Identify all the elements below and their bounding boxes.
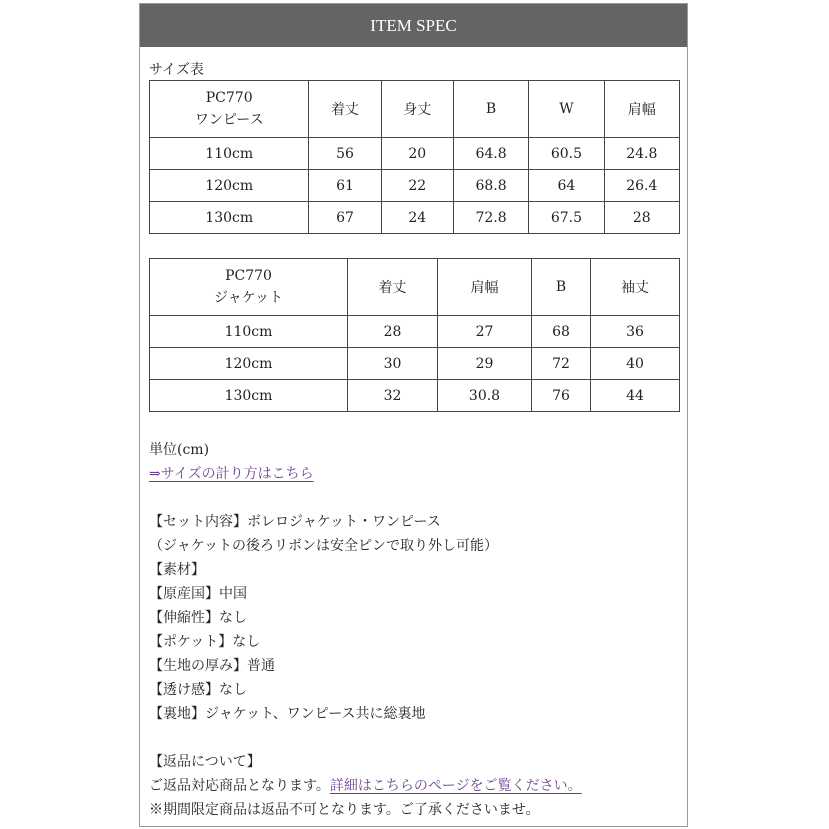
value-cell: 76 [532, 380, 591, 412]
value-cell: 44 [591, 380, 680, 412]
size-cell: 120cm [150, 348, 348, 380]
spec-line: 【セット内容】ボレロジャケット・ワンピース [149, 514, 441, 530]
column-header: B [453, 81, 528, 138]
returns-text: ご返品対応商品となります。 [149, 778, 330, 794]
value-cell: 24 [381, 202, 453, 234]
spec-line: 【透け感】なし [149, 682, 247, 698]
column-header: 着丈 [309, 81, 381, 138]
table-row [150, 170, 680, 202]
table-row [150, 348, 680, 380]
size-cell: 110cm [150, 138, 309, 170]
value-cell: 29 [438, 348, 532, 380]
size-guide-link[interactable]: ⇒サイズの計り方はこちら [149, 466, 314, 482]
returns-title: 【返品について】 [149, 754, 261, 770]
value-cell: 56 [309, 138, 381, 170]
size-cell: 120cm [150, 170, 309, 202]
size-table-title: サイズ表 [149, 62, 204, 78]
value-cell: 24.8 [604, 138, 679, 170]
table-row [150, 138, 680, 170]
column-header: 肩幅 [604, 81, 679, 138]
value-cell: 72 [532, 348, 591, 380]
value-cell: 22 [381, 170, 453, 202]
value-cell: 64 [529, 170, 604, 202]
column-header: B [532, 259, 591, 316]
value-cell: 36 [591, 316, 680, 348]
value-cell: 26.4 [604, 170, 679, 202]
value-cell: 67 [309, 202, 381, 234]
column-header: 身丈 [381, 81, 453, 138]
size-cell: 130cm [150, 202, 309, 234]
jacket-size-table [149, 258, 680, 412]
value-cell: 61 [309, 170, 381, 202]
product-code: PC770 [225, 268, 272, 284]
spec-line: （ジャケットの後ろリボンは安全ピンで取り外し可能） [149, 538, 499, 554]
column-header: 肩幅 [438, 259, 532, 316]
spec-line: 【生地の厚み】普通 [149, 658, 275, 674]
value-cell: 68 [532, 316, 591, 348]
value-cell: 60.5 [529, 138, 604, 170]
spec-line: 【伸縮性】なし [149, 610, 247, 626]
onepiece-size-table [149, 80, 680, 234]
table-row [150, 316, 680, 348]
item-spec-header: ITEM SPEC [140, 4, 687, 47]
spec-line: 【原産国】中国 [149, 586, 247, 602]
column-header: 着丈 [348, 259, 438, 316]
product-type: ジャケット [213, 290, 284, 306]
value-cell: 32 [348, 380, 438, 412]
table-header-product [150, 259, 348, 316]
product-code: PC770 [205, 90, 253, 106]
unit-label: 単位(cm) [149, 442, 210, 458]
value-cell: 20 [381, 138, 453, 170]
returns-note: ※期間限定商品は返品不可となります。ご了承くださいませ。 [149, 802, 540, 818]
value-cell: 30.8 [438, 380, 532, 412]
table-row [150, 202, 680, 234]
spec-list [149, 510, 498, 726]
value-cell: 72.8 [453, 202, 528, 234]
spec-line: 【ポケット】なし [149, 634, 261, 650]
product-type: ワンピース [194, 112, 264, 128]
value-cell: 30 [348, 348, 438, 380]
size-cell: 130cm [150, 380, 348, 412]
spec-line: 【裏地】ジャケット、ワンピース共に総裏地 [149, 706, 426, 722]
value-cell: 68.8 [453, 170, 528, 202]
value-cell: 67.5 [529, 202, 604, 234]
value-cell: 27 [438, 316, 532, 348]
value-cell: 64.8 [453, 138, 528, 170]
column-header: 袖丈 [591, 259, 680, 316]
item-spec-panel [139, 3, 688, 827]
returns-section [149, 750, 582, 822]
value-cell: 28 [348, 316, 438, 348]
size-cell: 110cm [150, 316, 348, 348]
column-header: W [529, 81, 604, 138]
value-cell: 28 [604, 202, 679, 234]
spec-line: 【素材】 [149, 562, 205, 578]
table-header-product [150, 81, 309, 138]
value-cell: 40 [591, 348, 680, 380]
table-row [150, 380, 680, 412]
returns-detail-link[interactable]: 詳細はこちらのページをご覧ください。 [329, 778, 582, 794]
